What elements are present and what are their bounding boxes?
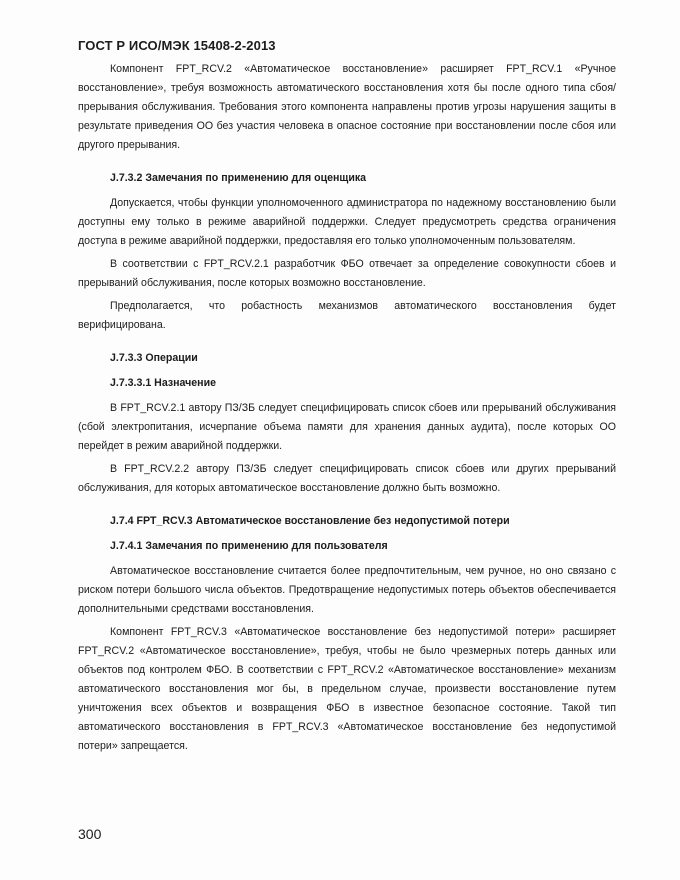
section-heading-j741: J.7.4.1 Замечания по применению для пользователя: [110, 540, 388, 552]
document-body: [78, 60, 616, 760]
paragraph: Предполагается, что робастность механизмов автоматического восстановления будет верифицирована.: [78, 300, 616, 331]
section-heading-j732: J.7.3.2 Замечания по применению для оценщика: [110, 172, 367, 184]
section-heading-j733: J.7.3.3 Операции: [110, 352, 198, 364]
page-header-title: ГОСТ Р ИСО/МЭК 15408-2-2013: [78, 38, 276, 53]
paragraph: В соответствии с FPT_RCV.2.1 разработчик ФБО отвечает за определение совокупности сбоев и прерываний обслуживания, после которых возможно восстановление.: [78, 258, 616, 289]
paragraph: Компонент FPT_RCV.3 «Автоматическое восстановление без недопустимой потери» расширяет FPT_RCV.2 «Автоматическое восстановление», требуя, чтобы не было чрезмерных потерь данных или объектов под контролем ФБО. В соответствии с FPT_RCV.2 «Автоматическое восстановление» механизм автоматического восстановления мог бы, в предельном случае, произвести восстановление путем уничтожения всех объектов и возвращения ФБО в известное безопасное состояние. Такой тип автоматического восстановления в FPT_RCV.3 «Автоматическое восстановление без недопустимой потери» запрещается.: [78, 626, 616, 752]
section-heading-j74: J.7.4 FPT_RCV.3 Автоматическое восстановление без недопустимой потери: [110, 515, 510, 527]
paragraph: Допускается, чтобы функции уполномоченного администратора по надежному восстановлению были доступны ему только в режиме аварийной поддержки. Следует предусмотреть средства ограничения доступа в режиме аварийной поддержки, предоставляя его только уполномоченным пользователям.: [78, 197, 616, 247]
page-number: 300: [78, 826, 102, 842]
paragraph: В FPT_RCV.2.1 автору ПЗ/ЗБ следует специфицировать список сбоев или прерываний обслуживания (сбой электропитания, исчерпание объема памяти для хранения данных аудита), после которых ОО перейдет в режим аварийной поддержки.: [78, 402, 616, 452]
paragraph: Автоматическое восстановление считается более предпочтительным, чем ручное, но оно связано с риском потери большого числа объектов. Предотвращение недопустимых потерь объектов обеспечивается дополнительными средствами восстановления.: [78, 565, 616, 615]
paragraph: Компонент FPT_RCV.2 «Автоматическое восстановление» расширяет FPT_RCV.1 «Ручное восстановление», требуя возможность автоматического восстановления хотя бы после одного типа сбоя/прерывания обслуживания. Требования этого компонента направлены против угрозы нарушения защиты в результате приведения ОО без участия человека в опасное состояние при восстановлении после сбоя или другого прерывания.: [78, 63, 616, 151]
section-heading-j7331: J.7.3.3.1 Назначение: [110, 377, 216, 389]
paragraph: В FPT_RCV.2.2 автору ПЗ/ЗБ следует специфицировать список сбоев или других прерываний обслуживания, для которых автоматическое восстановление должно быть возможно.: [78, 463, 616, 494]
